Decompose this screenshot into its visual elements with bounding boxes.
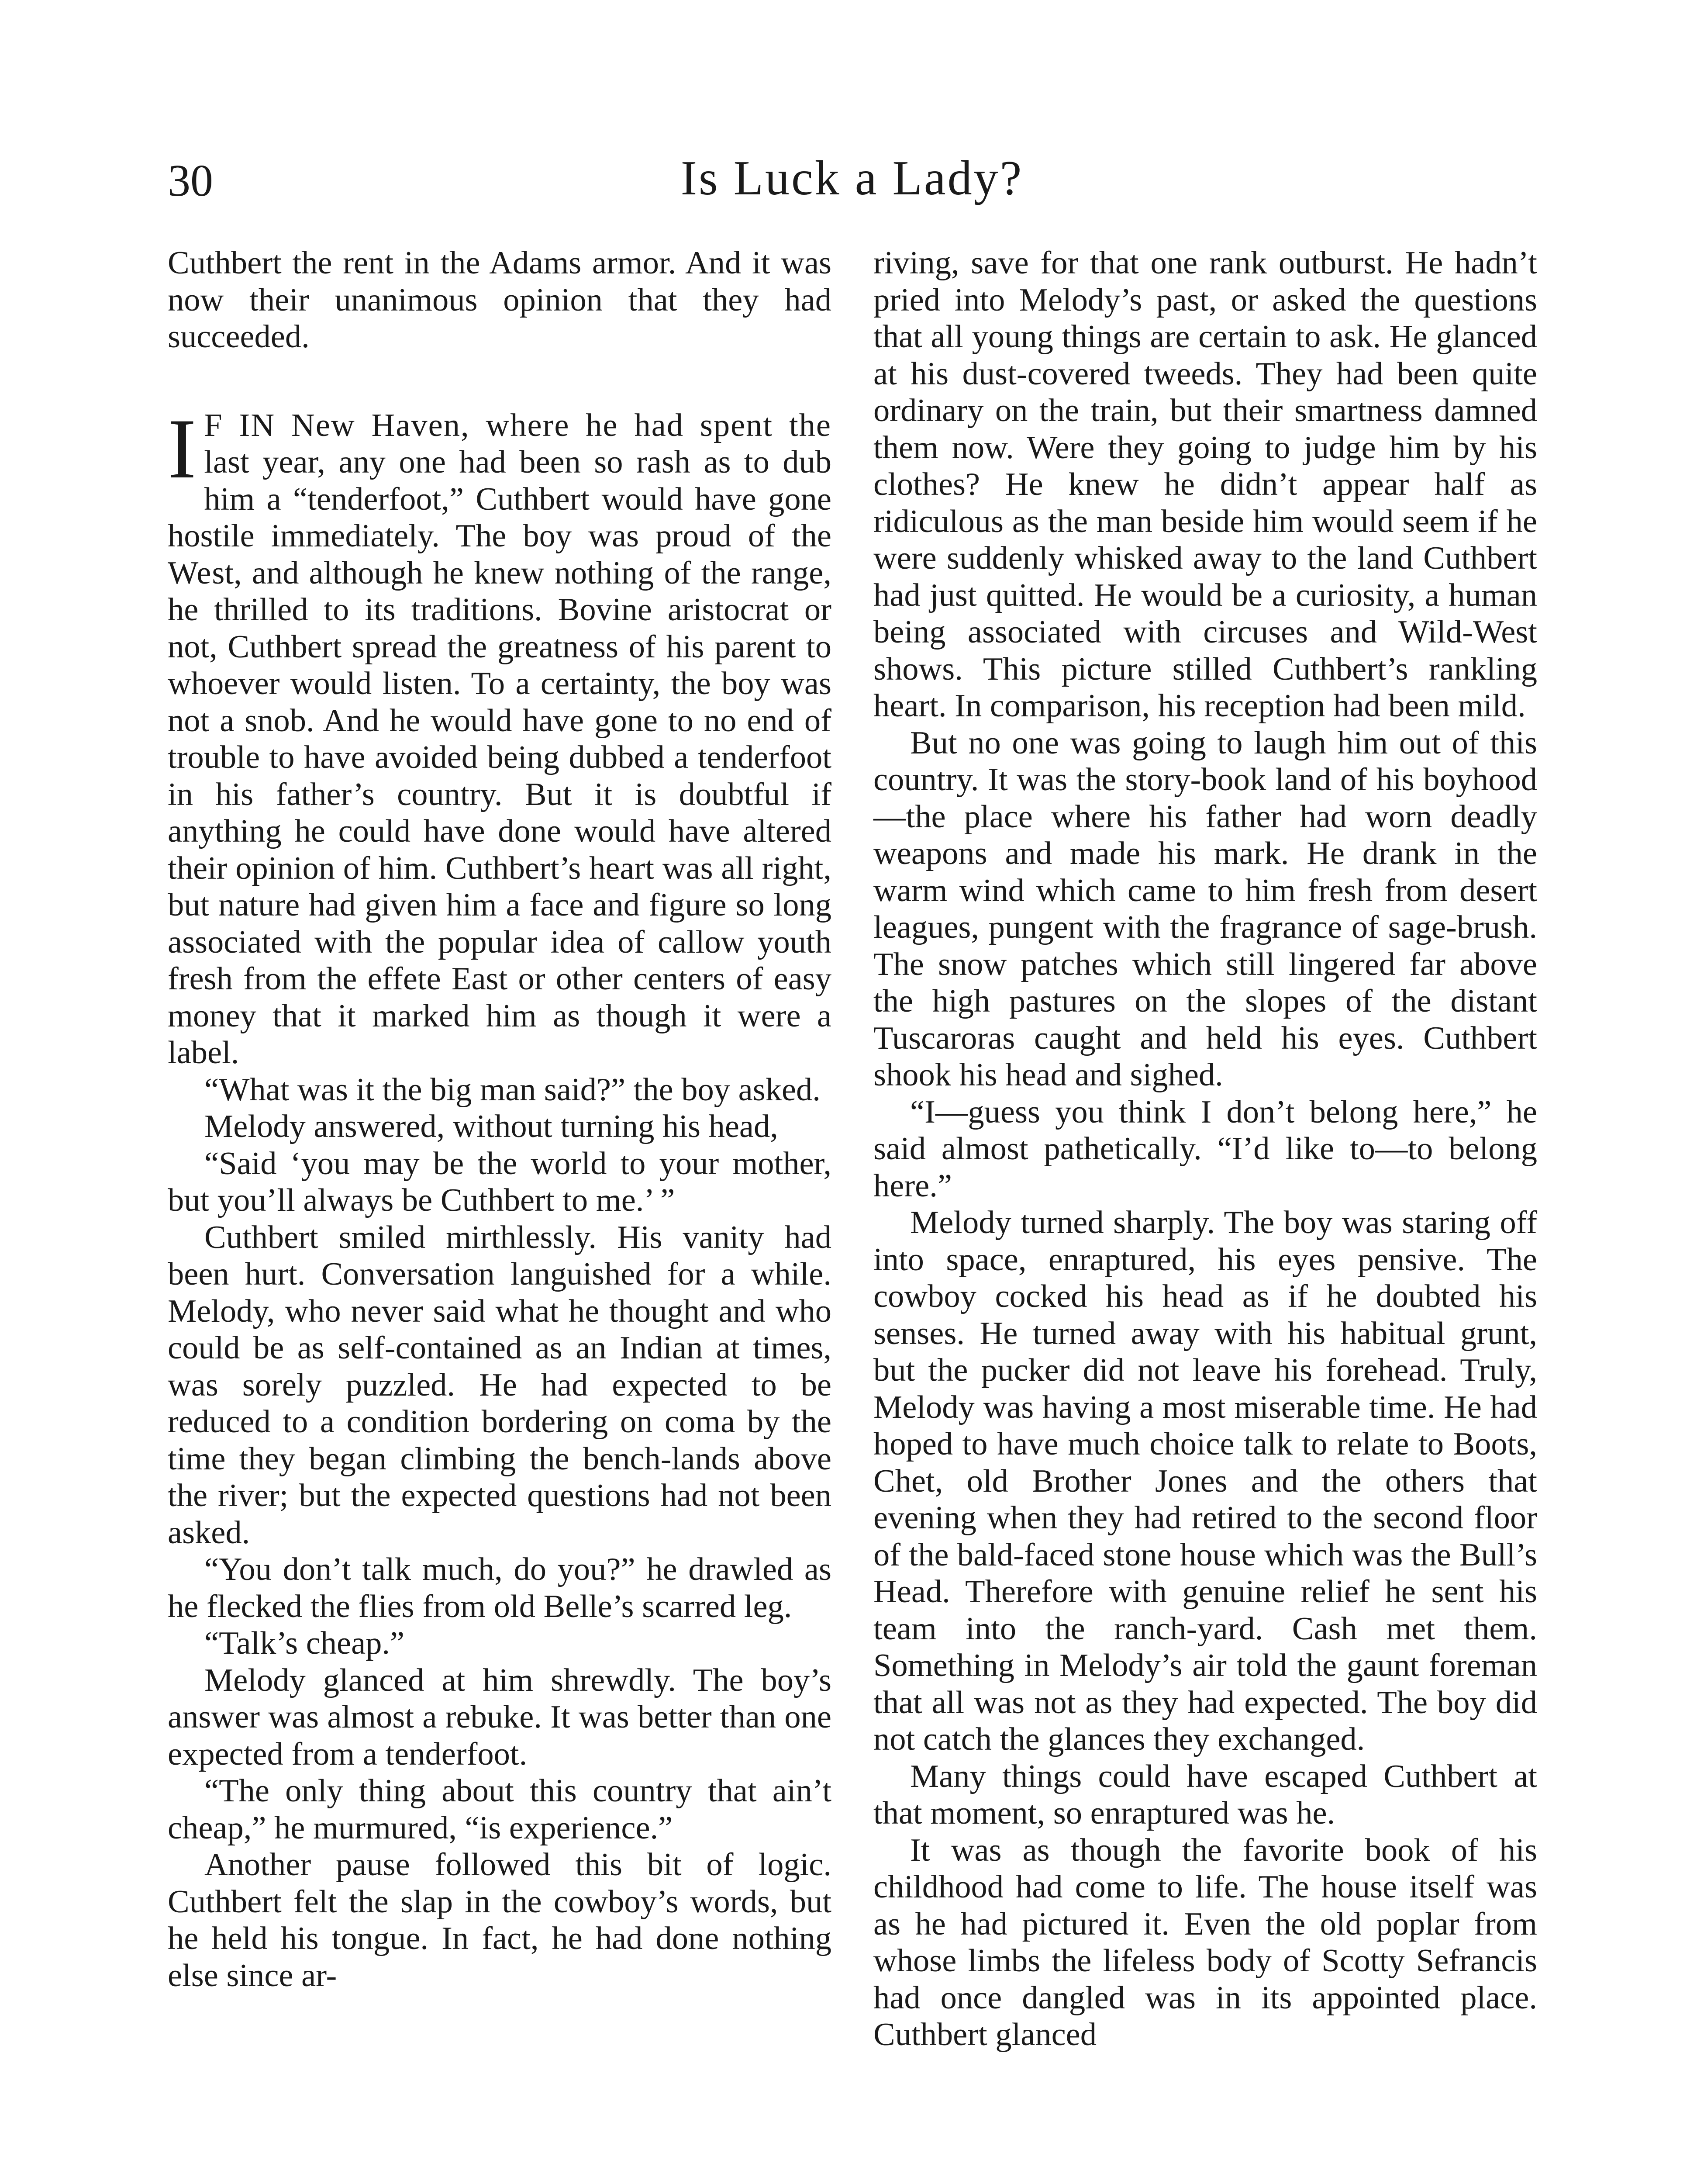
- page-number: 30: [168, 156, 213, 206]
- paragraph: Melody turned sharply. The boy was staring off into space, enraptured, his eyes pensive. The cowboy cocked his head as if he doubted his senses. He turned away with his habitual grunt, but the pucker did not leave his forehead. Truly, Melody was having a most miserable time. He had hoped to have much choice talk to relate to Boots, Chet, old Brother Jones and the others that evening when they had retired to the second floor of the bald-faced stone house which was the Bull’s Head. Therefore with genuine relief he sent his team into the ranch-yard. Cash met them. Something in Melody’s air told the gaunt foreman that all was not as they had expected. The boy did not catch the glances they exchanged.: [873, 1205, 1537, 1757]
- paragraph: Another pause followed this bit of logic. Cuthbert felt the slap in the cowboy’s words, but he held his tongue. In fact, he had done nothing else since ar-: [168, 1847, 831, 1994]
- left-column: [168, 245, 831, 1994]
- section-opening-text: F IN New Haven, where he had spent the last year, any one had been so rash as to dub him a “tenderfoot,” Cuthbert would have gone hostile immediately. The boy was proud of the West, and although he knew nothing of the range, he thrilled to its traditions. Bovine aristocrat or not, Cuthbert spread the greatness of his parent to whoever would listen. To a certainty, the boy was not a snob. And he would have gone to no end of trouble to have avoided being dubbed a tenderfoot in his father’s country. But it is doubtful if anything he could have done would have altered their opinion of him. Cuthbert’s heart was all right, but nature had given him a face and figure so long associated with the popular idea of callow youth fresh from the effete East or other centers of easy money that it marked him as though it were a label.: [168, 407, 831, 1071]
- paragraph: “The only thing about this country that ain’t cheap,” he murmured, “is experience.”: [168, 1773, 831, 1846]
- paragraph: “What was it the big man said?” the boy asked.: [204, 1071, 821, 1108]
- section-opening-paragraph: [168, 401, 831, 1071]
- paragraph: “I—guess you think I don’t belong here,” he said almost pathetically. “I’d like to—to belong here.”: [873, 1094, 1537, 1204]
- paragraph: “Talk’s cheap.”: [204, 1625, 405, 1661]
- paragraph: Melody answered, without turning his head,: [204, 1109, 778, 1144]
- paragraph: Melody glanced at him shrewdly. The boy’s answer was almost a rebuke. It was better than one expected from a tenderfoot.: [168, 1662, 831, 1772]
- paragraph: “Said ‘you may be the world to your mother, but you’ll always be Cuthbert to me.’ ”: [168, 1145, 831, 1218]
- right-column: [873, 245, 1537, 2053]
- paragraph: riving, save for that one rank outburst. He hadn’t pried into Melody’s past, or asked the questions that all young things are certain to ask. He glanced at his dust-covered tweeds. They had been quite ordinary on the train, but their smartness damned them now. Were they going to judge him by his clothes? He knew he didn’t appear half as ridiculous as the man beside him would seem if he were suddenly whisked away to the land Cuthbert had just quitted. He would be a curiosity, a human being associated with circuses and Wild-West shows. This picture stilled Cuthbert’s rankling heart. In comparison, his reception had been mild.: [873, 245, 1537, 724]
- drop-cap: I: [168, 401, 197, 496]
- paragraph: Many things could have escaped Cuthbert at that moment, so enraptured was he.: [873, 1758, 1537, 1831]
- paragraph: “You don’t talk much, do you?” he drawled as he flecked the flies from old Belle’s scarred leg.: [168, 1552, 831, 1624]
- running-title: Is Luck a Lady?: [680, 151, 1024, 205]
- paragraph: Cuthbert smiled mirthlessly. His vanity had been hurt. Conversation languished for a while. Melody, who never said what he thought and who could be as self-contained as an Indian at times, was sorely puzzled. He had expected to be reduced to a condition bordering on coma by the time they began climbing the bench-lands above the river; but the expected questions had not been asked.: [168, 1219, 831, 1551]
- paragraph: But no one was going to laugh him out of this country. It was the story-book land of his boyhood—the place where his father had worn deadly weapons and made his mark. He drank in the warm wind which came to him fresh from desert leagues, pungent with the fragrance of sage-brush. The snow patches which still lingered far above the high pastures on the slopes of the distant Tuscaroras caught and held his eyes. Cuthbert shook his head and sighed.: [873, 725, 1537, 1093]
- paragraph: It was as though the favorite book of his childhood had come to life. The house itself was as he had pictured it. Even the old poplar from whose limbs the lifeless body of Scotty Sefrancis had once dangled was in its appointed place. Cuthbert glanced: [873, 1832, 1537, 2053]
- paragraph: Cuthbert the rent in the Adams armor. And it was now their unanimous opinion that they had succeeded.: [168, 245, 831, 355]
